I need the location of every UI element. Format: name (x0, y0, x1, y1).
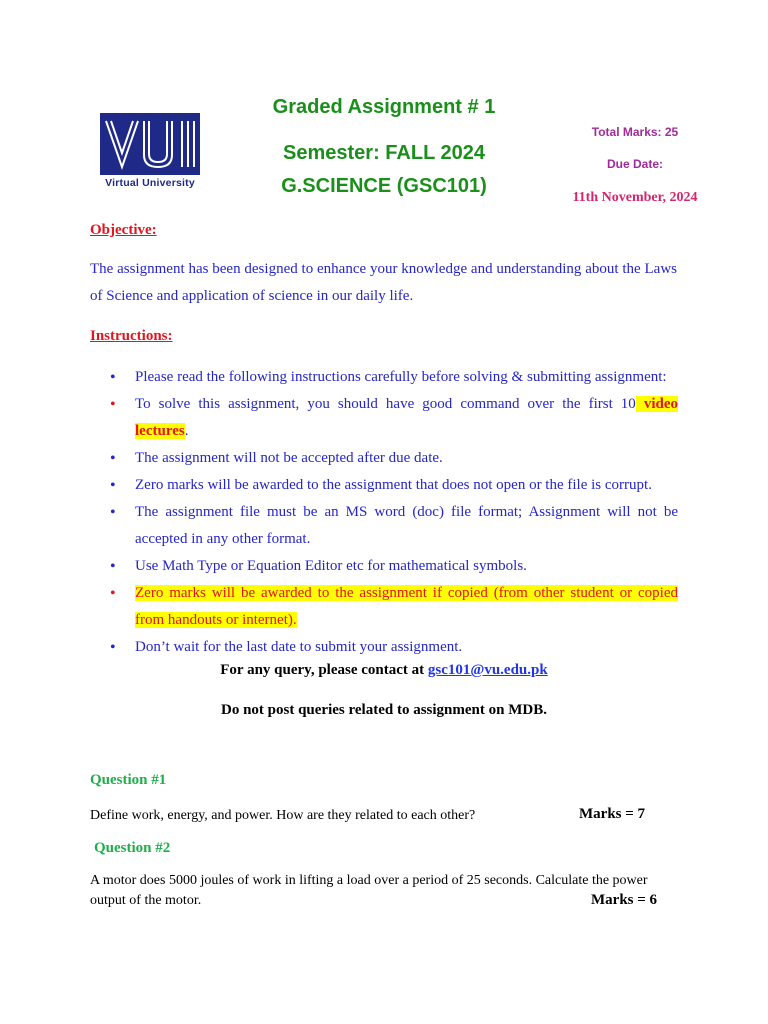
assignment-title: Graded Assignment # 1 (272, 96, 496, 118)
question-1-label: Question #1 (90, 772, 167, 788)
bullet-icon: • (110, 477, 116, 494)
list-item: • Use Math Type or Equation Editor etc for mathematical symbols. (90, 553, 678, 580)
list-item: • Zero marks will be awarded to the assignment if copied (from other student or copied from handouts or internet). (90, 580, 678, 634)
question-2-text: A motor does 5000 joules of work in lifting a load over a period of 25 seconds. Calculate the power output of the motor. (90, 873, 648, 908)
list-item: • Zero marks will be awarded to the assignment that does not open or the file is corrupt. (90, 472, 678, 499)
total-marks: Total Marks: 25 (591, 125, 679, 139)
bullet-icon: • (110, 558, 116, 575)
due-date-label: Due Date: (606, 157, 663, 171)
instructions-heading: Instructions: (90, 328, 173, 344)
question-1-marks: Marks = 7 (579, 806, 646, 822)
bullet-icon: • (110, 504, 116, 521)
mdb-notice: Do not post queries related to assignment on MDB. (221, 702, 547, 718)
bullet-icon: • (110, 369, 116, 386)
bullet-icon: • (110, 639, 116, 656)
objective-heading: Objective: (90, 222, 157, 238)
highlighted-text: video lectures (135, 396, 678, 439)
list-item: • The assignment file must be an MS word (doc) file format; Assignment will not be accepted in any other format. (90, 499, 678, 553)
logo-caption: Virtual University (105, 177, 195, 189)
bullet-icon: • (110, 450, 116, 467)
bullet-icon: • (110, 396, 116, 413)
course-title: G.SCIENCE (GSC101) (281, 175, 487, 197)
bullet-icon: • (110, 585, 116, 602)
objective-text: The assignment has been designed to enhance your knowledge and understanding about the Laws of Science and application of science in our daily life. (90, 261, 677, 304)
list-item: • Don’t wait for the last date to submit your assignment. (90, 634, 678, 661)
question-2-label: Question #2 (94, 840, 171, 856)
question-2-marks: Marks = 6 (591, 892, 658, 908)
list-item: • The assignment will not be accepted after due date. (90, 445, 678, 472)
question-1-text: Define work, energy, and power. How are they related to each other? (90, 808, 476, 823)
semester-title: Semester: FALL 2024 (283, 142, 485, 164)
instructions-list (90, 364, 678, 661)
contact-email-link[interactable]: gsc101@vu.edu.pk (427, 662, 548, 678)
contact-line: For any query, please contact at gsc101@vu.edu.pk (220, 662, 548, 678)
due-date-value: 11th November, 2024 (572, 190, 698, 205)
list-item: • To solve this assignment, you should have good command over the first 10 video lectures. (90, 391, 678, 445)
list-item: • Please read the following instructions carefully before solving & submitting assignment: (90, 364, 678, 391)
